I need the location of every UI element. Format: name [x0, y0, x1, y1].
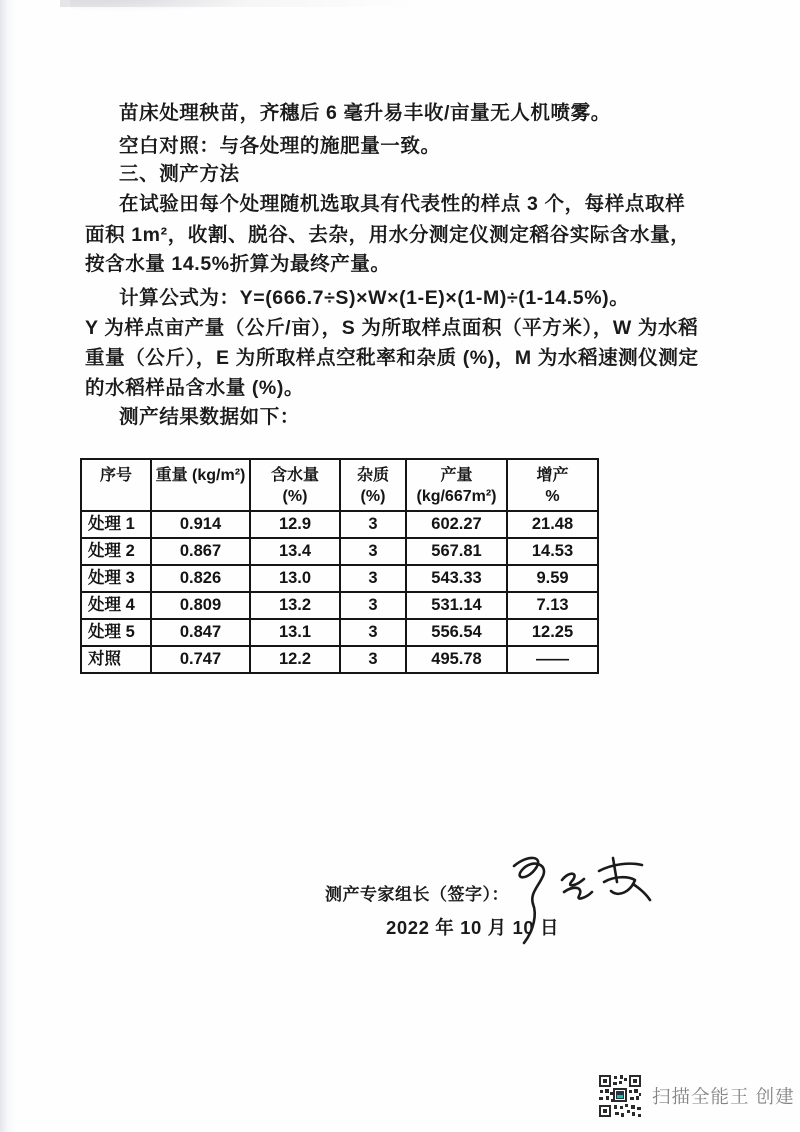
col-header-moisture: 含水量 (%): [250, 459, 340, 511]
col-header-seq: 序号: [81, 459, 151, 511]
cell-increase: 7.13: [507, 592, 598, 619]
cell-weight: 0.867: [151, 538, 250, 565]
row-label: 对照: [81, 646, 151, 673]
cell-moisture: 13.0: [250, 565, 340, 592]
paragraph-line: 测产结果数据如下：: [119, 406, 300, 428]
cell-weight: 0.809: [151, 592, 250, 619]
cell-yield: 567.81: [406, 538, 507, 565]
table-row: [81, 538, 598, 565]
cell-increase: ——: [507, 646, 598, 673]
scan-left-edge-artifact: [0, 0, 16, 1132]
scan-top-edge-artifact: [60, 0, 420, 7]
watermark-text: 扫描全能王 创建: [652, 1086, 795, 1107]
cell-yield: 495.78: [406, 646, 507, 673]
cell-weight: 0.747: [151, 646, 250, 673]
col-header-weight: 重量 (kg/m²): [151, 459, 250, 511]
row-label: 处理 3: [81, 565, 151, 592]
table-row: [81, 592, 598, 619]
cell-weight: 0.847: [151, 619, 250, 646]
cell-increase: 9.59: [507, 565, 598, 592]
cell-yield: 531.14: [406, 592, 507, 619]
cell-impurity: 3: [340, 646, 406, 673]
row-label: 处理 2: [81, 538, 151, 565]
table-row: [81, 646, 598, 673]
col-header-increase: 增产 %: [507, 459, 598, 511]
col-header-impurity: 杂质 (%): [340, 459, 406, 511]
paragraph-line: 按含水量 14.5%折算为最终产量。: [85, 253, 391, 275]
paragraph-line: 苗床处理秧苗，齐穗后 6 毫升易丰收/亩量无人机喷雾。: [119, 102, 611, 124]
watermark: [598, 1074, 795, 1118]
cell-yield: 543.33: [406, 565, 507, 592]
section-heading: 三、测产方法: [119, 163, 240, 185]
cell-impurity: 3: [340, 619, 406, 646]
cell-impurity: 3: [340, 511, 406, 538]
cell-increase: 14.53: [507, 538, 598, 565]
paragraph-line: 的水稻样品含水量 (%)。: [85, 377, 305, 399]
paragraph-line: 空白对照：与各处理的施肥量一致。: [119, 135, 441, 157]
qr-code-icon: [598, 1074, 642, 1118]
paragraph-line: Y 为样点亩产量（公斤/亩），S 为所取样点面积（平方米），W 为水稻: [85, 317, 699, 339]
cell-moisture: 12.9: [250, 511, 340, 538]
scan-smudge-artifact: [70, 0, 250, 12]
formula-line: 计算公式为：Y=(666.7÷S)×W×(1-E)×(1-M)÷(1-14.5%)。: [119, 287, 630, 309]
cell-weight: 0.826: [151, 565, 250, 592]
cell-impurity: 3: [340, 592, 406, 619]
cell-moisture: 13.2: [250, 592, 340, 619]
paragraph-line: 面积 1m²，收割、脱谷、去杂，用水分测定仪测定稻谷实际含水量，: [85, 224, 691, 246]
signature-date: 2022 年 10 月 10 日: [386, 917, 560, 938]
cell-increase: 12.25: [507, 619, 598, 646]
table-row: [81, 565, 598, 592]
cell-yield: 556.54: [406, 619, 507, 646]
cell-moisture: 12.2: [250, 646, 340, 673]
table-header-row: [81, 459, 598, 511]
table-row: [81, 511, 598, 538]
table-row: [81, 619, 598, 646]
paragraph-line: 在试验田每个处理随机选取具有代表性的样点 3 个，每样点取样: [119, 193, 686, 215]
yield-results-table: [80, 458, 597, 674]
cell-moisture: 13.4: [250, 538, 340, 565]
cell-impurity: 3: [340, 538, 406, 565]
cell-weight: 0.914: [151, 511, 250, 538]
row-label: 处理 5: [81, 619, 151, 646]
cell-increase: 21.48: [507, 511, 598, 538]
row-label: 处理 4: [81, 592, 151, 619]
row-label: 处理 1: [81, 511, 151, 538]
cell-impurity: 3: [340, 565, 406, 592]
col-header-yield: 产量 (kg/667m²): [406, 459, 507, 511]
cell-yield: 602.27: [406, 511, 507, 538]
paragraph-line: 重量（公斤），E 为所取样点空秕率和杂质 (%)，M 为水稻速测仪测定: [85, 347, 699, 369]
signature-label: 测产专家组长（签字）：: [325, 885, 509, 904]
cell-moisture: 13.1: [250, 619, 340, 646]
